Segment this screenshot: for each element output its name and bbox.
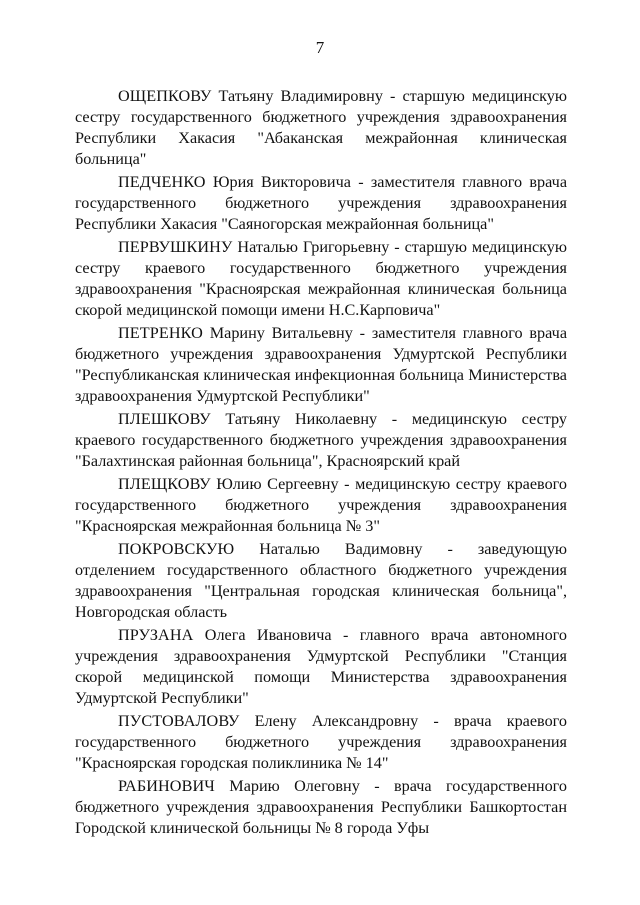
- entry-surname: ПЛЕШКОВУ: [118, 410, 211, 428]
- award-list: [75, 86, 567, 841]
- entry-text: Наталью Вадимовну - заведующую отделением государственного областного бюджетного учреждения здравоохранения "Центральная городская клиническая больница", Новгородская область: [75, 540, 568, 621]
- entry-surname: ОЩЕПКОВУ: [118, 87, 212, 105]
- entry-text: Татьяну Николаевну - медицинскую сестру краевого государственного бюджетного учреждения здравоохранения "Балахтинская районная больница", Красноярский край: [75, 410, 567, 470]
- entry-text: Татьяну Владимировну - старшую медицинскую сестру государственного бюджетного учреждения здравоохранения Республики Хакасия "Абаканская межрайонная клиническая больница": [75, 87, 567, 168]
- entry-surname: ПЕРВУШКИНУ: [118, 238, 233, 256]
- page-number: 7: [315, 38, 325, 57]
- list-entry: [75, 409, 567, 472]
- entry-surname: ПЕТРЕНКО: [118, 324, 203, 342]
- entry-text: Олега Ивановича - главного врача автономного учреждения здравоохранения Удмуртской Республики "Станция скорой медицинской помощи Министерства здравоохранения Удмуртской Республики": [75, 626, 567, 707]
- entry-surname: ПОКРОВСКУЮ: [118, 540, 235, 558]
- list-entry: [75, 474, 567, 537]
- entry-text: Марию Олеговну - врача государственного бюджетного учреждения здравоохранения Республики Башкортостан Городской клинической больницы № 8 города Уфы: [75, 777, 567, 837]
- entry-text: Елену Александровну - врача краевого государственного бюджетного учреждения здравоохранения "Красноярская городская поликлиника № 14": [75, 712, 567, 772]
- entry-surname: ПРУЗАНА: [118, 626, 194, 644]
- entry-surname: ПЛЕЩКОВУ: [118, 475, 211, 493]
- entry-surname: РАБИНОВИЧ: [118, 777, 215, 795]
- list-entry: [75, 776, 567, 839]
- list-entry: [75, 323, 567, 407]
- list-entry: [75, 711, 567, 774]
- list-entry: [75, 86, 567, 170]
- entry-surname: ПЕДЧЕНКО: [118, 173, 206, 191]
- list-entry: [75, 539, 567, 623]
- list-entry: [75, 172, 567, 235]
- list-entry: [75, 625, 567, 709]
- entry-text: Юлию Сергеевну - медицинскую сестру краевого государственного бюджетного учреждения здравоохранения "Красноярская межрайонная больница № 3": [75, 475, 567, 535]
- entry-text: Марину Витальевну - заместителя главного врача бюджетного учреждения здравоохранения Удмуртской Республики "Республиканская клиническая инфекционная больница Министерства здравоохранения Удмуртской Республики": [75, 324, 568, 405]
- entry-text: Юрия Викторовича - заместителя главного врача государственного бюджетного учреждения здравоохранения Республики Хакасия "Саяногорская межрайонная больница": [75, 173, 568, 233]
- entry-surname: ПУСТОВАЛОВУ: [118, 712, 240, 730]
- list-entry: [75, 237, 567, 321]
- entry-text: Наталью Григорьевну - старшую медицинскую сестру краевого государственного бюджетного учреждения здравоохранения "Красноярская межрайонная клиническая больница скорой медицинской помощи имени Н.С.Карповича": [75, 238, 567, 319]
